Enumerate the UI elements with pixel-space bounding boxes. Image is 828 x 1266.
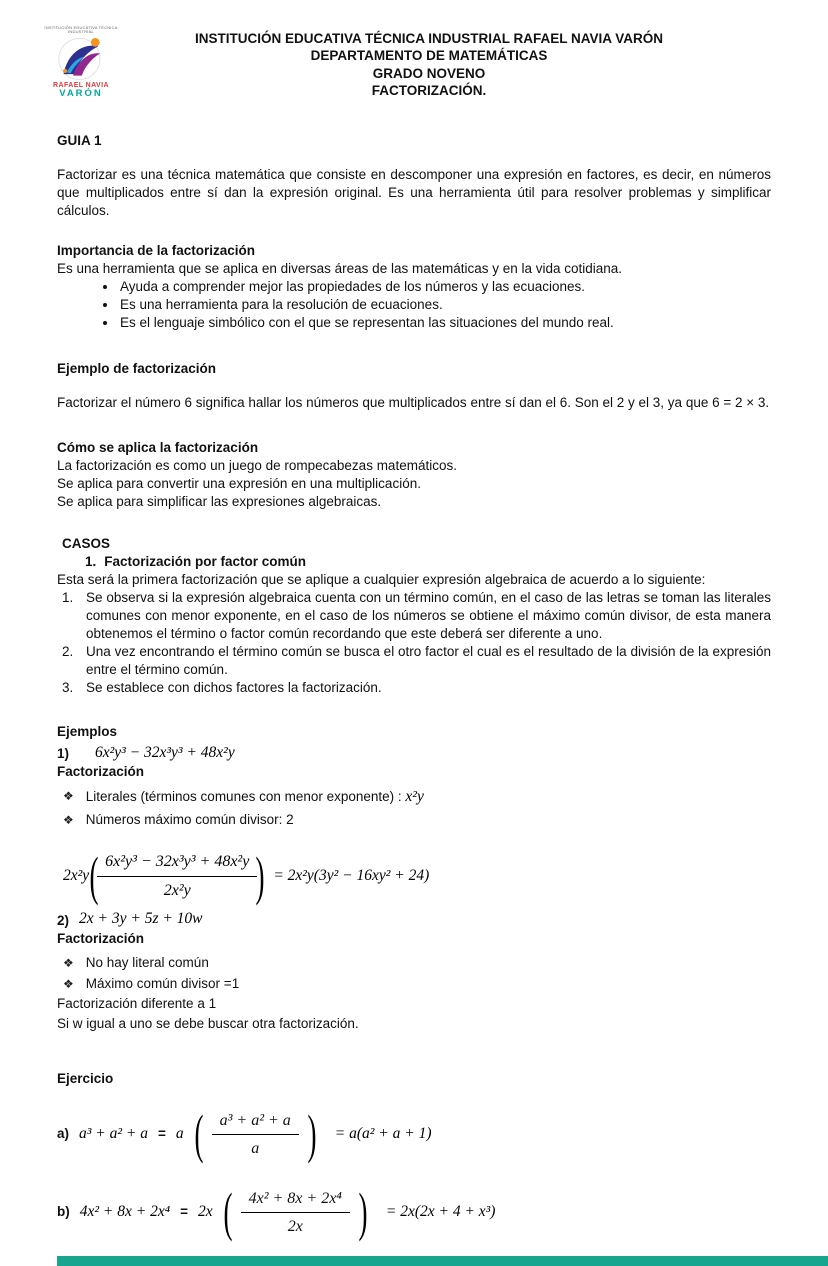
equation-result: = 2x(2x + 4 + x³): [385, 1203, 496, 1221]
exercise-item-a: [57, 1102, 771, 1166]
section-heading: Importancia de la factorización: [57, 242, 256, 258]
list-item: • Es una herramienta para la resolución de ecuaciones.: [118, 296, 771, 314]
section-heading: Cómo se aplica la factorización: [57, 440, 259, 456]
step-item: [62, 679, 771, 697]
logo-name-line1: RAFAEL NAVIA: [53, 81, 109, 89]
step-number: 1.: [62, 590, 74, 606]
step-text: Una vez encontrando el término común se busca el otro factor el cual es el resultado de la división de la expresión entre el término común.: [86, 644, 771, 677]
bullet-text: Números máximo común divisor: 2: [85, 812, 294, 827]
casos-steps: [57, 589, 771, 697]
exercise-label: a): [57, 1126, 70, 1142]
list-item: • Es el lenguaje simbólico con el que se representan las situaciones del mundo real.: [118, 314, 771, 332]
example2-bullet-list: [63, 954, 771, 993]
case1-title: [85, 553, 771, 571]
step-item: [62, 589, 771, 643]
logo-top-text: INSTITUCIÓN EDUCATIVA TÉCNICA INDUSTRIAL: [44, 25, 118, 35]
example2-block: [57, 909, 771, 1032]
step-number: 3.: [62, 679, 74, 695]
section-heading: Ejercicio: [57, 1071, 114, 1087]
equals-sign: =: [157, 1126, 166, 1142]
close-paren: ): [307, 1104, 317, 1165]
casos-heading: CASOS: [62, 536, 111, 552]
example1-subheading: Factorización: [57, 764, 145, 780]
section-line: Se aplica para convertir una expresión en una multiplicación.: [57, 476, 421, 492]
importancia-bullet-list: [57, 278, 771, 332]
diamond-bullet-icon: ❖: [63, 976, 74, 991]
header-institution: INSTITUCIÓN EDUCATIVA TÉCNICA INDUSTRIAL RAFAEL NAVIA VARÓN: [194, 31, 663, 46]
bullet-math: x²y: [405, 788, 424, 806]
guide-title: GUIA 1: [57, 133, 102, 148]
fraction-denominator: 2x: [287, 1217, 303, 1235]
casos-lead: Esta será la primera factorización que se aplique a cualquier expresión algebraica de acuerdo a lo siguiente:: [57, 572, 706, 588]
section-ejemplos: [57, 723, 771, 1033]
header-title-block: [0, 30, 828, 99]
fraction-numerator: 6x²y³ − 32x³y³ + 48x²y: [97, 851, 257, 876]
school-logo: [42, 26, 120, 99]
section-ejemplo: [57, 360, 771, 412]
fraction: [97, 851, 257, 901]
bullet-text: No hay literal común: [85, 954, 209, 970]
section-heading: Ejemplo de factorización: [57, 360, 217, 376]
diamond-bullet-icon: ❖: [63, 813, 74, 827]
section-heading: Ejemplos: [57, 723, 118, 739]
diamond-bullet-icon: ❖: [63, 789, 74, 804]
section-casos: [57, 535, 771, 697]
note-line: Si w igual a uno se debe buscar otra factorización.: [57, 1015, 359, 1031]
example1-expression: 6x²y³ − 32x³y³ + 48x²y: [95, 743, 235, 761]
case1-number: 1.: [85, 554, 97, 570]
open-paren: (: [223, 1182, 233, 1243]
example2-subheading: Factorización: [57, 930, 145, 946]
example1-equation: [63, 846, 771, 906]
fraction-numerator: a³ + a² + a: [212, 1110, 299, 1135]
case1-title-text: Factorización por factor común: [104, 554, 307, 570]
equation-result: = a(a² + a + 1): [334, 1125, 432, 1143]
document-header: [0, 0, 828, 108]
fraction: [212, 1110, 299, 1160]
step-text: Se establece con dichos factores la factorización.: [86, 679, 382, 695]
equals-sign: =: [180, 1204, 188, 1220]
list-item: [63, 811, 771, 829]
fraction-numerator: 4x² + 8x + 2x⁴: [241, 1188, 350, 1213]
fraction-denominator: 2x²y: [163, 881, 191, 899]
open-paren: (: [89, 846, 99, 906]
header-grade: GRADO NOVENO: [372, 65, 486, 81]
bullet-text: Máximo común divisor =1: [85, 975, 240, 991]
step-text: Se observa si la expresión algebraica cuenta con un término común, en el caso de las letras se toman las literales comunes con menor exponente, en el caso de los números se obtiene el máximo común divisor, de esta manera obtenemos el término o factor común recordando que este deberá ser diferente a uno.: [86, 590, 771, 642]
header-department: DEPARTAMENTO DE MATEMÁTICAS: [310, 48, 548, 64]
fraction-denominator: a: [251, 1139, 260, 1157]
logo-emblem-icon: [55, 36, 107, 82]
header-topic: FACTORIZACIÓN.: [371, 82, 487, 98]
section-ejercicio: [57, 1070, 771, 1244]
section-paragraph: Factorizar el número 6 significa hallar los números que multiplicados entre sí dan el 6. Son el 2 y el 3, ya que 6 = 2 × 3.: [57, 394, 770, 410]
section-lead: Es una herramienta que se aplica en diversas áreas de las matemáticas y en la vida cotidiana.: [57, 260, 623, 276]
list-item: [63, 954, 771, 972]
diamond-bullet-icon: ❖: [63, 955, 74, 970]
open-paren: (: [194, 1104, 204, 1165]
intro-paragraph: Factorizar es una técnica matemática que consiste en descomponer una expresión en factores, es decir, en números que multiplicados entre sí dan la expresión original. Es una herramienta útil para resolver problemas y simplificar cálculos.: [57, 166, 771, 218]
close-paren: ): [358, 1182, 368, 1243]
example2-line: [57, 909, 771, 930]
exercise-expression: 4x² + 8x + 2x⁴: [79, 1203, 171, 1221]
section-line: Se aplica para simplificar las expresiones algebraicas.: [57, 494, 382, 510]
equation-prefix: 2x²y: [63, 866, 90, 884]
list-item: [63, 787, 771, 808]
section-como-se-aplica: [57, 439, 771, 511]
example1-bullet-list: [63, 787, 771, 829]
example2-expression: 2x + 3y + 5z + 10w: [79, 910, 203, 927]
bullet-text: Literales (términos comunes con menor exponente) : x²y: [85, 788, 424, 806]
section-line: La factorización es como un juego de rompecabezas matemáticos.: [57, 458, 457, 474]
list-item: • Ayuda a comprender mejor las propiedades de los números y las ecuaciones.: [118, 278, 771, 296]
logo-name-line2: VARÓN: [59, 88, 103, 100]
footer-accent-bar: [57, 1256, 828, 1266]
example1-line: [57, 743, 771, 764]
equation-prefix: a: [175, 1125, 184, 1143]
document-body: [0, 132, 828, 1244]
exercise-item-b: [57, 1180, 771, 1244]
close-paren: ): [255, 846, 265, 906]
section-importancia: [57, 242, 771, 332]
list-item: [63, 975, 771, 993]
exercise-expression: a³ + a² + a: [79, 1125, 148, 1143]
example2-notes: [57, 995, 771, 1033]
example2-label: 2): [57, 912, 70, 928]
equation-result: = 2x²y(3y² − 16xy² + 24): [273, 866, 430, 884]
note-line: Factorización diferente a 1: [57, 995, 217, 1011]
fraction: [241, 1188, 350, 1238]
logo-name: [42, 82, 120, 99]
equation-prefix: 2x: [197, 1203, 213, 1221]
example1-label: 1): [57, 746, 70, 762]
exercise-label: b): [57, 1204, 70, 1220]
step-item: [62, 643, 771, 679]
step-number: 2.: [62, 644, 74, 660]
